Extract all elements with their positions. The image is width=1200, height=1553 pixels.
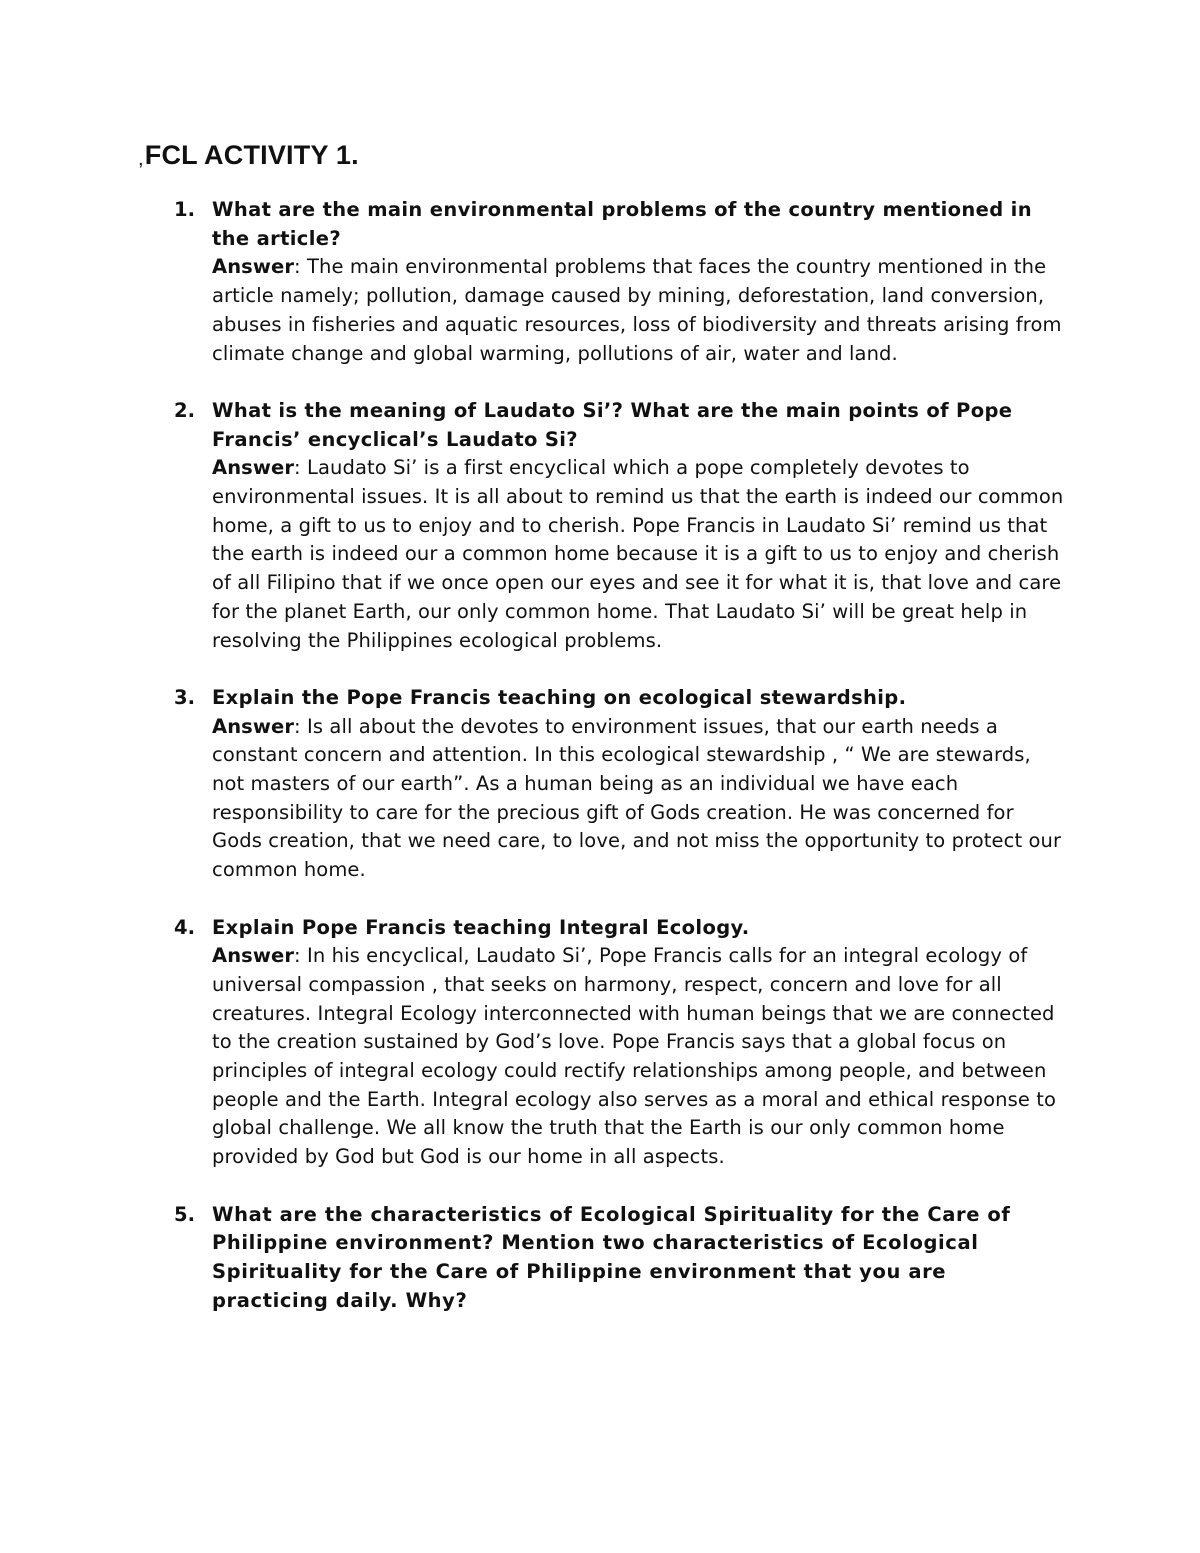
question-text: What are the characteristics of Ecological Spirituality for the Care of Philippine environment? Mention two characteristics of Ecological Spirituality for the Care of Philippine environment that you are practicing daily. Why? bbox=[212, 1202, 1011, 1312]
answer-text bbox=[212, 942, 1068, 1172]
answer-label: Answer bbox=[212, 944, 295, 968]
question-text: What is the meaning of Laudato Si’? What are the main points of Pope Francis’ encyclical’s Laudato Si? bbox=[212, 398, 1013, 451]
question-number: 5. bbox=[174, 1202, 195, 1226]
question-number: 2. bbox=[174, 398, 195, 422]
answer-label: Answer bbox=[212, 456, 295, 480]
list-item bbox=[174, 1201, 1068, 1316]
question-text: What are the main environmental problems of the country mentioned in the article? bbox=[212, 198, 1032, 250]
list-item bbox=[174, 684, 1068, 885]
question-number: 3. bbox=[174, 685, 195, 709]
answer-body: : In his encyclical, Laudato Si’, Pope Francis calls for an integral ecology of universal compassion , that seeks on harmony, respect, concern and love for all creatures. Integral Ecology interconnected with human beings that we are connected to the creation sustained by God’s love. Pope Francis says that a global focus on principles of integral ecology could rectify relationships among people, and between people and the Earth. Integral ecology also serves as a moral and ethical response to global challenge. We all know the truth that the Earth is our only common home provided by God but God is our home in all aspects. bbox=[212, 944, 1057, 1169]
answer-text bbox=[212, 713, 1068, 885]
list-item bbox=[174, 196, 1068, 368]
answer-body: : Is all about the devotes to environment issues, that our earth needs a constant concern and attention. In this ecological stewardship , “ We are stewards, not masters of our earth”. As a human being as an individual we have each responsibility to care for the precious gift of Gods creation. He was concerned for Gods creation, that we need care, to love, and not miss the opportunity to protect our common home. bbox=[212, 714, 1062, 882]
answer-label: Answer bbox=[212, 255, 295, 279]
answer-label: Answer bbox=[212, 714, 295, 738]
page-title bbox=[138, 140, 359, 171]
list-item bbox=[174, 397, 1068, 655]
question-number: 1. bbox=[174, 198, 195, 221]
list-item bbox=[174, 914, 1068, 1172]
question-number: 4. bbox=[174, 915, 195, 939]
title-text: FCL ACTIVITY 1. bbox=[144, 140, 359, 170]
title-mark: , bbox=[138, 148, 144, 170]
question-text: Explain the Pope Francis teaching on ecological stewardship. bbox=[212, 685, 907, 709]
question-list bbox=[0, 196, 1200, 1344]
answer-text bbox=[212, 454, 1068, 655]
answer-body: : Laudato Si’ is a first encyclical which a pope completely devotes to environmental issues. It is all about to remind us that the earth is indeed our common home, a gift to us to enjoy and to cherish. Pope Francis in Laudato Si’ remind us that the earth is indeed our a common home because it is a gift to us to enjoy and cherish of all Filipino that if we once open our eyes and see it for what it is, that love and care for the planet Earth, our only common home. That Laudato Si’ will be great help in resolving the Philippines ecological problems. bbox=[212, 456, 1064, 652]
answer-text bbox=[212, 253, 1068, 368]
question-text: Explain Pope Francis teaching Integral Ecology. bbox=[212, 915, 750, 939]
answer-body: : The main environmental problems that faces the country mentioned in the article namely; pollution, damage caused by mining, deforestation, land conversion, abuses in fisheries and aquatic resources, loss of biodiversity and threats arising from climate change and global warming, pollutions of air, water and land. bbox=[212, 255, 1062, 365]
